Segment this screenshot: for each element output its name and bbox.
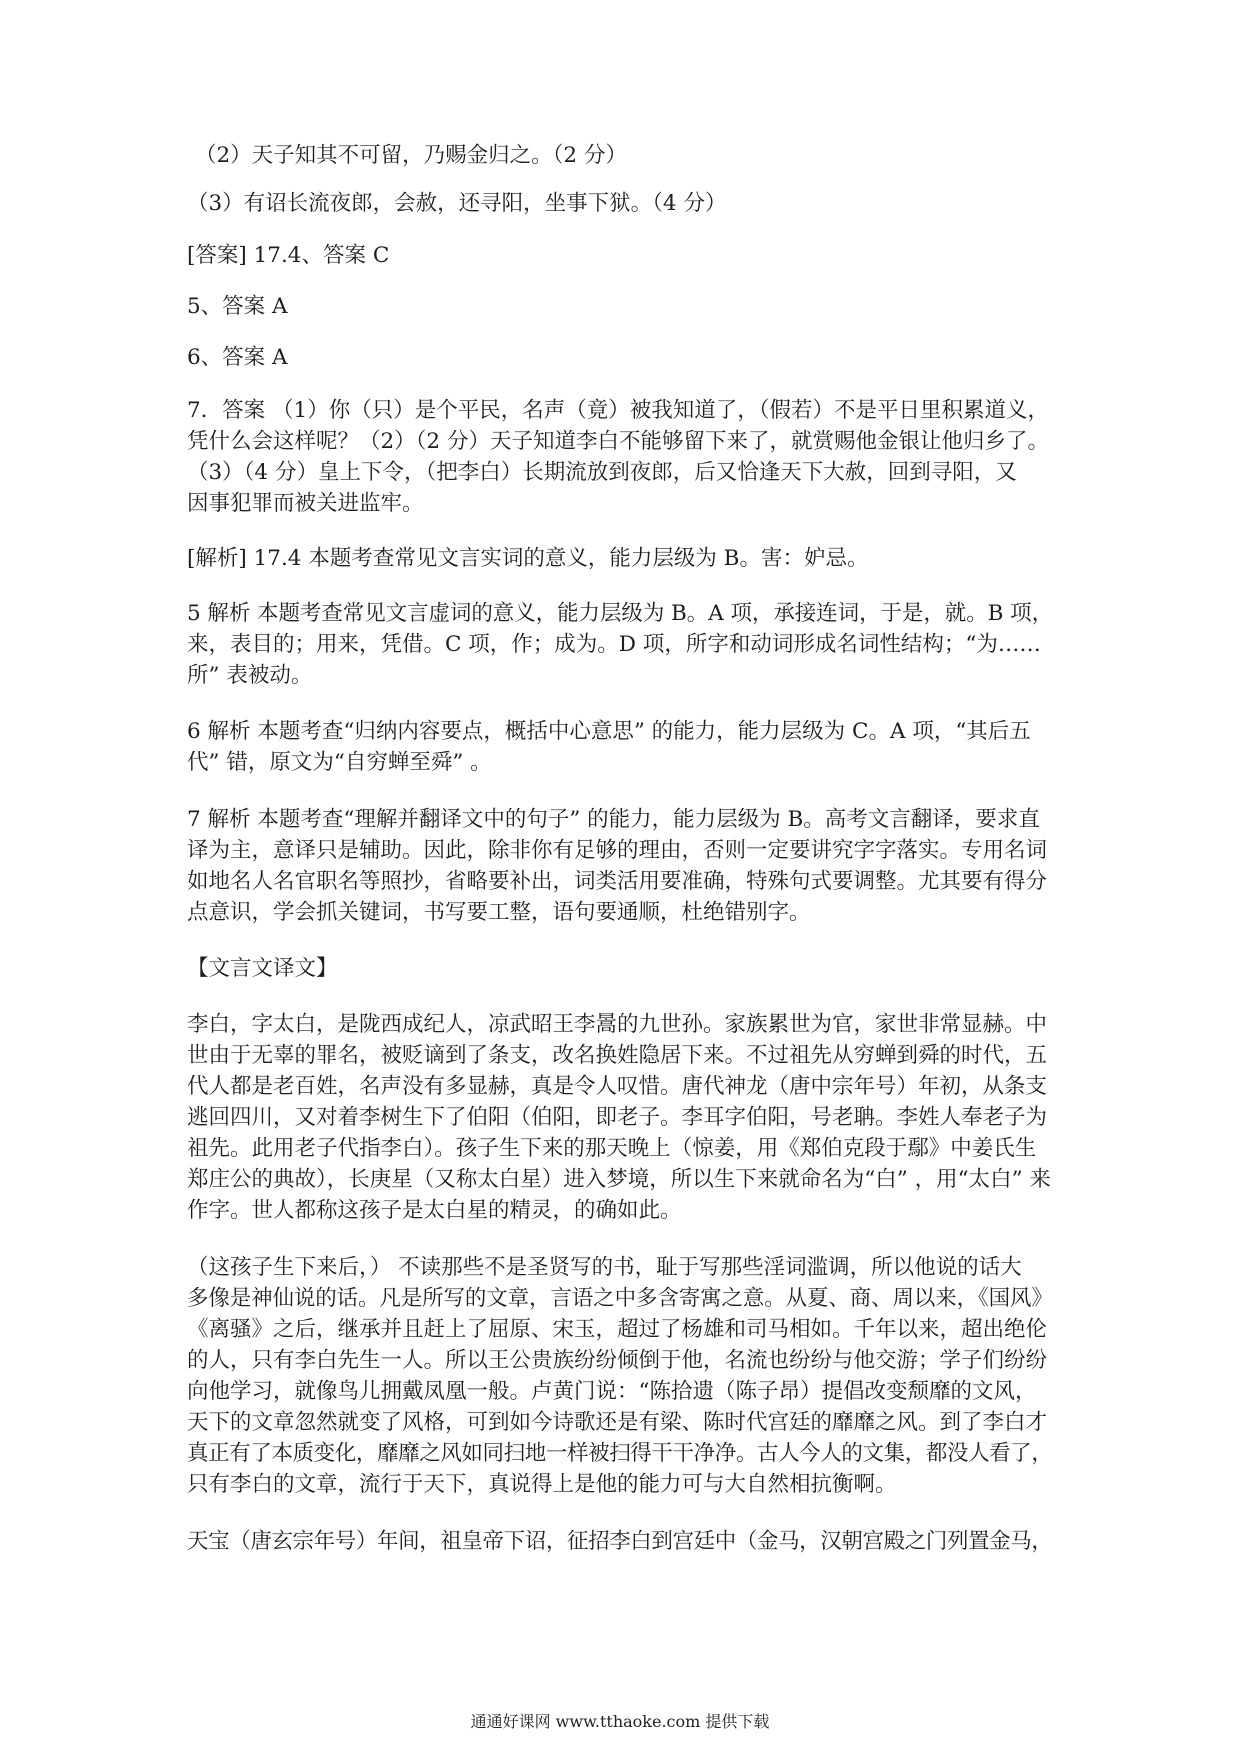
analysis-4 — [187, 543, 1053, 574]
text-line: 来，表目的；用来，凭借。C 项，作；成为。D 项，所字和动词形成名词性结构；“为…… — [187, 632, 1041, 657]
translation-paragraph-2 — [187, 1252, 1053, 1500]
document-body — [187, 140, 1053, 1557]
text-line: 因事犯罪而被关进监牢。 — [187, 491, 424, 516]
text-line: 的人，只有李白先生一人。所以王公贵族纷纷倾倒于他，名流也纷纷与他交游；学子们纷纷 — [187, 1348, 1048, 1373]
text-line: 郑庄公的典故），长庚星（又称太白星）进入梦境，所以生下来就命名为“白” ，用“太白” 来 — [187, 1167, 1051, 1192]
text-line: 真正有了本质变化，靡靡之风如同扫地一样被扫得干干净净。古人今人的文集，都没人看了， — [187, 1441, 1053, 1466]
text-line: 5 解析 本题考查常见文言虚词的意义，能力层级为 B。A 项，承接连词，于是，就。B 项， — [187, 601, 1054, 626]
text-line: [答案] 17.4、答案 C — [187, 243, 390, 268]
text-line: 所” 表被动。 — [187, 663, 313, 688]
text-line: 李白，字太白，是陇西成纪人，凉武昭王李暠的九世孙。家族累世为官，家世非常显赫。中 — [187, 1012, 1048, 1037]
text-line: 点意识，学会抓关键词，书写要工整，语句要通顺，杜绝错别字。 — [187, 900, 811, 925]
answer-7 — [187, 395, 1053, 519]
text-line: （3）（4 分）皇上下令，（把李白）长期流放到夜郎，后又恰逢天下大赦，回到寻阳，又 — [187, 460, 1017, 485]
text-line: 7．答案 （1）你（只）是个平民，名声（竟）被我知道了，（假若）不是平日里积累道义， — [187, 398, 1049, 423]
translation-paragraph-1 — [187, 1009, 1053, 1226]
translation-paragraph-3 — [187, 1526, 1053, 1557]
text-line: 多像是神仙说的话。凡是所写的文章，言语之中多含寄寓之意。从夏、商、周以来，《国风》 — [187, 1286, 1053, 1311]
footer-text: 通通好课网 www.tthaoke.com 提供下载 — [470, 1712, 770, 1731]
text-line: 6、答案 A — [187, 345, 288, 370]
question-3-line — [187, 188, 1053, 219]
page-footer — [0, 1712, 1240, 1732]
answer-5 — [187, 291, 1053, 322]
analysis-6 — [187, 716, 1053, 778]
analysis-5 — [187, 598, 1053, 691]
text-line: 只有李白的文章，流行于天下，真说得上是他的能力可与大自然相抗衡啊。 — [187, 1472, 897, 1497]
text-line: 祖先。此用老子代指李白）。孩子生下来的那天晚上（惊姜，用《郑伯克段于鄢》中姜氏生 — [187, 1136, 1037, 1161]
text-line: 代人都是老百姓，名声没有多显赫，真是令人叹惜。唐代神龙（唐中宗年号）年初，从条支 — [187, 1074, 1048, 1099]
text-line: 凭什么会这样呢？（2）（2 分）天子知道李白不能够留下来了，就赏赐他金银让他归乡了。 — [187, 429, 1049, 454]
text-line: 天宝（唐玄宗年号）年间，祖皇帝下诏，征招李白到宫廷中（金马，汉朝宫殿之门列置金马， — [187, 1529, 1053, 1554]
text-line: （3）有诏长流夜郎，会赦，还寻阳，坐事下狱。（4 分） — [187, 191, 727, 216]
text-line: 7 解析 本题考查“理解并翻译文中的句子” 的能力，能力层级为 B。高考文言翻译，要求直 — [187, 807, 1040, 832]
text-line: 向他学习，就像鸟儿拥戴凤凰一般。卢黄门说：“陈拾遗（陈子昂）提倡改变颓靡的文风， — [187, 1379, 1037, 1404]
text-line: 作字。世人都称这孩子是太白星的精灵，的确如此。 — [187, 1198, 682, 1223]
text-line: 6 解析 本题考查“归纳内容要点，概括中心意思” 的能力，能力层级为 C。A 项，“其后五 — [187, 719, 1031, 744]
text-line: 天下的文章忽然就变了风格，可到如今诗歌还是有梁、陈时代宫廷的靡靡之风。到了李白才 — [187, 1410, 1048, 1435]
translation-heading — [187, 953, 1053, 984]
text-line: （这孩子生下来后，） 不读那些不是圣贤写的书，耻于写那些淫词滥调，所以他说的话大 — [187, 1255, 1022, 1280]
text-line: 逃回四川，又对着李树生下了伯阳（伯阳，即老子。李耳字伯阳，号老聃。李姓人奉老子为 — [187, 1105, 1048, 1130]
text-line: 如地名人名官职名等照抄，省略要补出，词类活用要准确，特殊句式要调整。尤其要有得分 — [187, 869, 1048, 894]
text-line: 5、答案 A — [187, 294, 288, 319]
text-line: 世由于无辜的罪名，被贬谪到了条支，改名换姓隐居下来。不过祖先从穷蝉到舜的时代，五 — [187, 1043, 1048, 1068]
text-line: （2）天子知其不可留，乃赐金归之。（2 分） — [195, 143, 627, 168]
analysis-7 — [187, 804, 1053, 928]
answer-4 — [187, 240, 1053, 271]
text-line: [解析] 17.4 本题考查常见文言实词的意义，能力层级为 B。害：妒忌。 — [187, 546, 869, 571]
text-line: 【文言文译文】 — [187, 956, 338, 981]
text-line: 代” 错，原文为“自穷蝉至舜” 。 — [187, 750, 492, 775]
text-line: 《离骚》之后，继承并且赶上了屈原、宋玉，超过了杨雄和司马相如。千年以来，超出绝伦 — [187, 1317, 1048, 1342]
answer-6 — [187, 342, 1053, 373]
question-2-line — [187, 140, 1053, 171]
text-line: 译为主，意译只是辅助。因此，除非你有足够的理由，否则一定要讲究字字落实。专用名词 — [187, 838, 1048, 863]
